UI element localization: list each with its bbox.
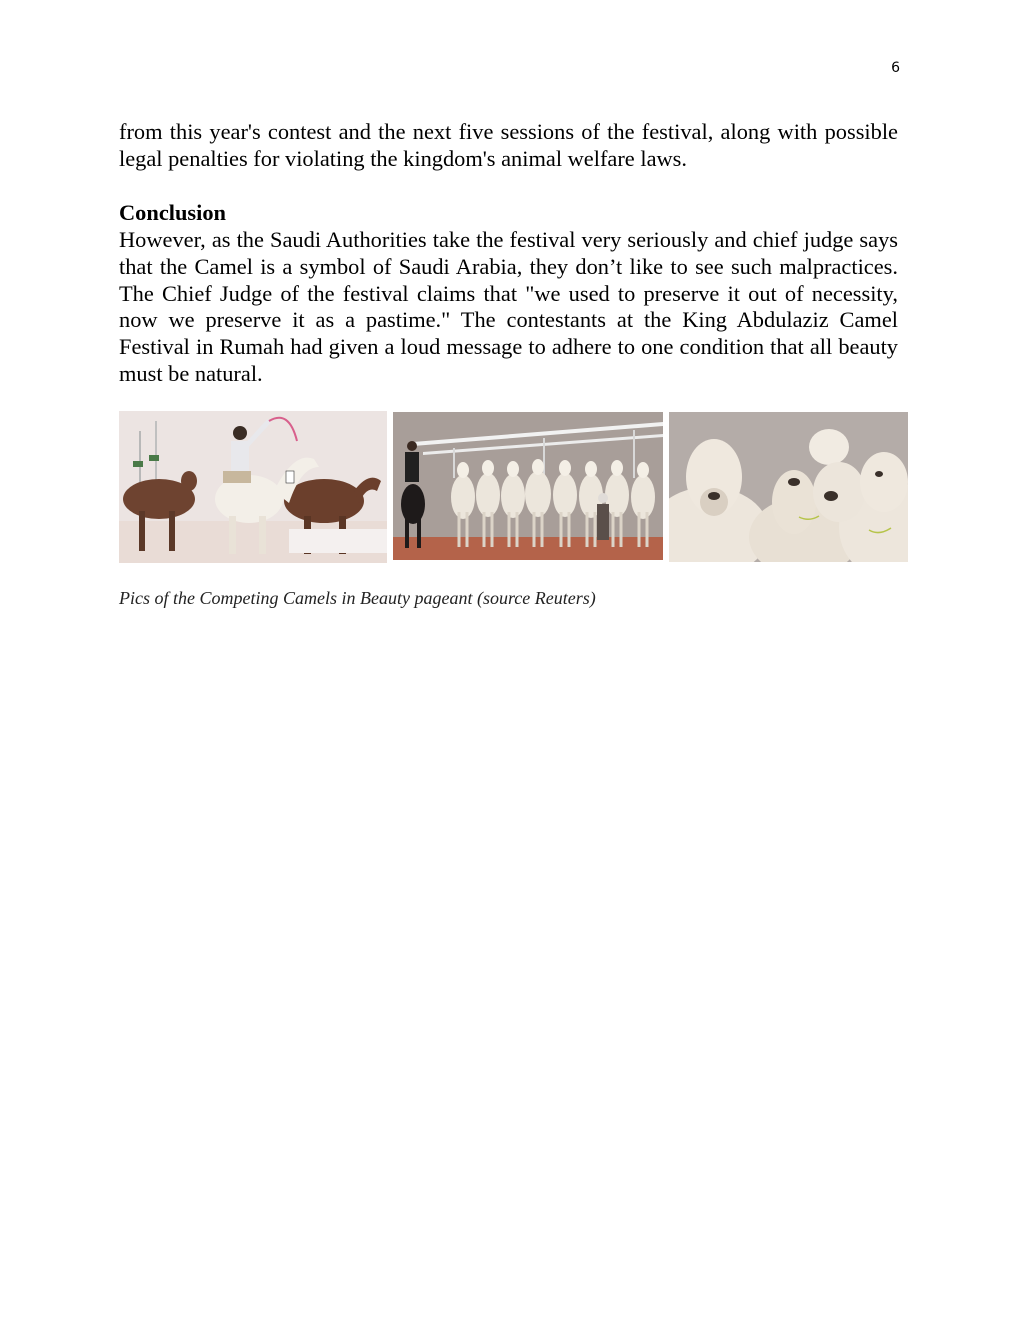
rider-with-camels-photo <box>119 411 387 563</box>
conclusion-paragraph: However, as the Saudi Authorities take the festival very seriously and chief judge says that the Camel is a symbol of Saudi Arabia, they don’t like to see such malpractices. The Chief Judge of the festival claims that "we used to preserve it out of necessity, now we preserve it as a pastime." The contestants at the King Abdulaziz Camel Festival in Rumah had given a loud message to adhere to one condition that all beauty must be natural. <box>119 227 898 386</box>
figure-caption: Pics of the Competing Camels in Beauty pageant (source Reuters) <box>119 588 596 608</box>
camel-herd-parade-photo <box>393 412 663 560</box>
body-paragraph: from this year's contest and the next five sessions of the festival, along with possible legal penalties for violating the kingdom's animal welfare laws. <box>119 119 898 171</box>
page-number: 6 <box>891 60 900 76</box>
camel-heads-closeup-photo <box>669 412 908 562</box>
section-heading: Conclusion <box>119 200 227 225</box>
